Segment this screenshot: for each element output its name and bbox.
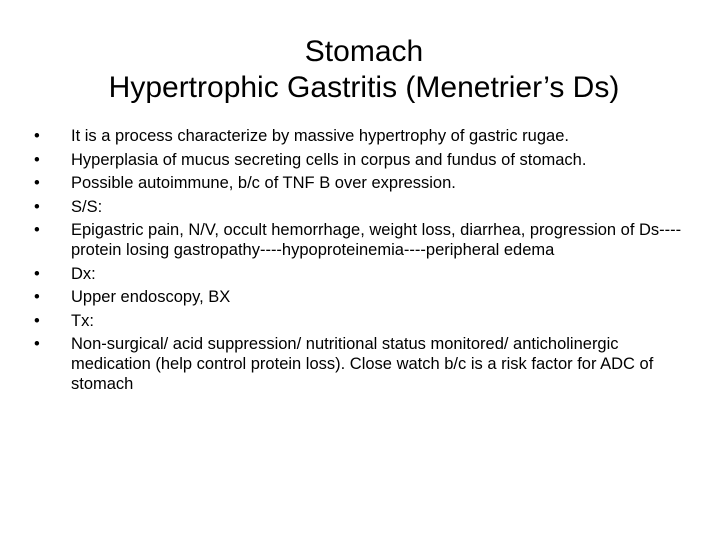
bullet-item: [34, 334, 698, 394]
bullet-text: Tx:: [71, 311, 94, 330]
bullet-item: [34, 150, 698, 170]
bullet-dot-icon: •: [34, 127, 40, 145]
bullet-text: S/S:: [71, 197, 103, 216]
bullet-dot-icon: •: [34, 221, 40, 239]
slide-title-line-2: Hypertrophic Gastritis (Menetrier’s Ds): [108, 71, 620, 104]
bullet-dot-icon: •: [34, 311, 40, 330]
slide-title-line-1: Stomach: [304, 35, 424, 68]
bullet-text: Upper endoscopy, BX: [71, 288, 231, 306]
bullet-list: [34, 126, 698, 398]
bullet-item: [34, 264, 698, 284]
bullet-item: [34, 311, 698, 331]
bullet-text: Possible autoimmune, b/c of TNF B over expression.: [71, 174, 456, 192]
bullet-dot-icon: •: [34, 174, 40, 192]
bullet-text: Dx:: [71, 264, 96, 283]
bullet-text: Hyperplasia of mucus secreting cells in corpus and fundus of stomach.: [71, 150, 587, 169]
bullet-dot-icon: •: [34, 335, 40, 353]
bullet-item: [34, 126, 698, 146]
bullet-dot-icon: •: [34, 264, 40, 283]
bullet-item: [34, 287, 698, 307]
bullet-dot-icon: •: [34, 288, 40, 306]
bullet-item: [34, 197, 698, 217]
bullet-dot-icon: •: [34, 197, 40, 216]
bullet-text: Non-surgical/ acid suppression/ nutritional status monitored/ anticholinergic medication (help control protein loss). Close watch b/c is a risk factor for ADC of stomach: [71, 335, 654, 393]
bullet-text: It is a process characterize by massive hypertrophy of gastric rugae.: [71, 127, 569, 145]
bullet-dot-icon: •: [34, 150, 40, 169]
bullet-text: Epigastric pain, N/V, occult hemorrhage, weight loss, diarrhea, progression of Ds----protein losing gastropathy----hypoproteinemia----peripheral edema: [71, 221, 682, 259]
bullet-item: [34, 220, 698, 260]
slide-title: [0, 34, 728, 106]
bullet-item: [34, 173, 698, 193]
